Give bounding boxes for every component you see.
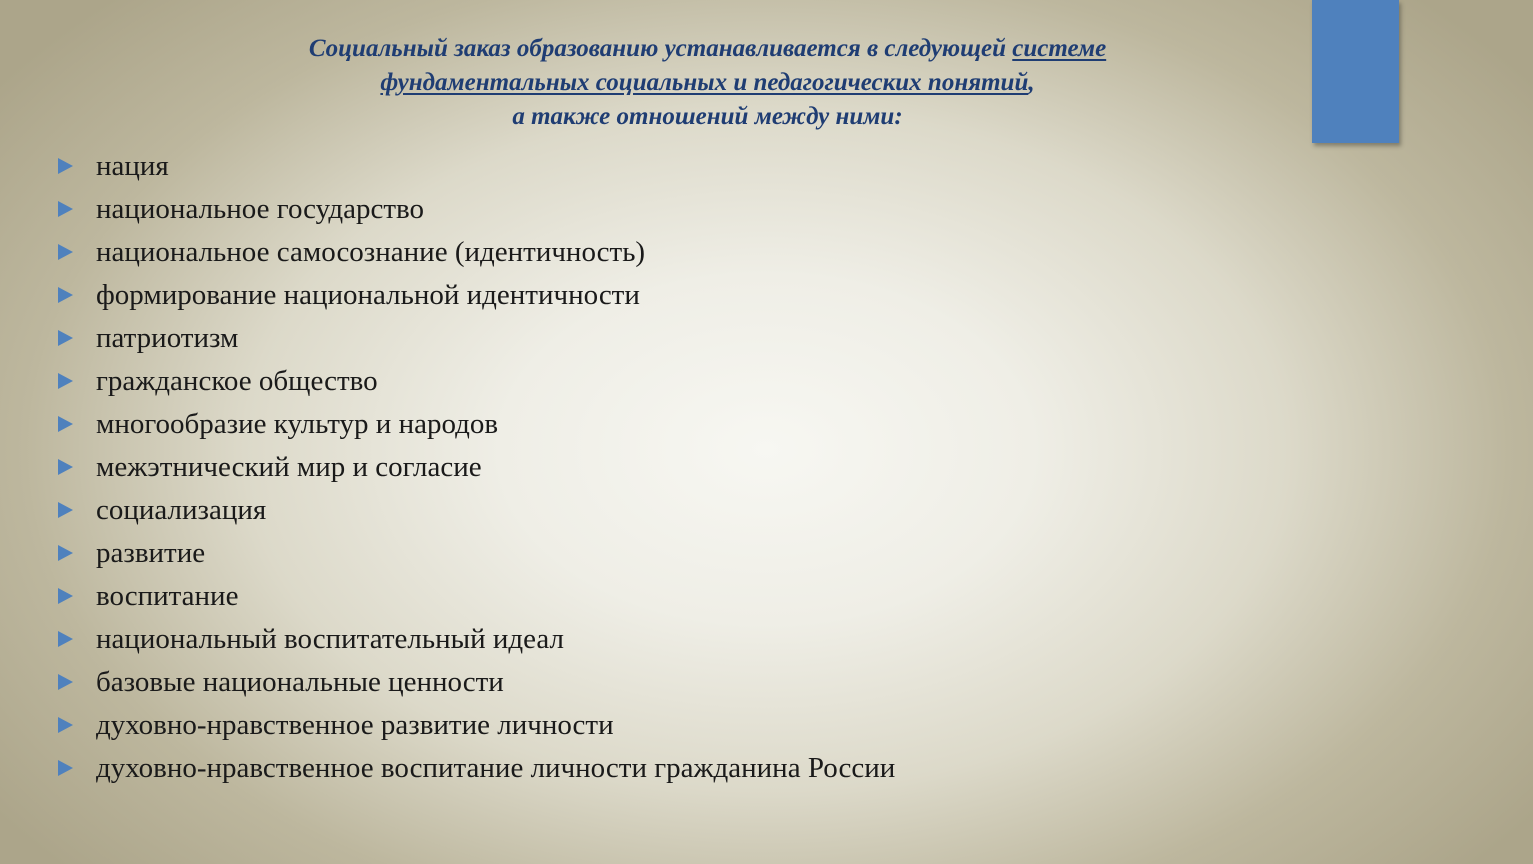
title-line-3: а также отношений между ними: <box>512 103 903 130</box>
list-item <box>55 188 895 231</box>
list-item <box>55 274 895 317</box>
triangle-bullet-icon <box>58 717 73 733</box>
concept-list <box>55 145 895 790</box>
list-item <box>55 489 895 532</box>
triangle-bullet-icon <box>58 201 73 217</box>
triangle-bullet-icon <box>58 330 73 346</box>
triangle-bullet-icon <box>58 588 73 604</box>
triangle-bullet-icon <box>58 287 73 303</box>
triangle-bullet-icon <box>58 545 73 561</box>
list-item <box>55 704 895 747</box>
list-item-text: духовно-нравственное воспитание личности гражданина России <box>96 752 896 784</box>
list-item-text: национальный воспитательный идеал <box>96 623 564 655</box>
title-line-2 <box>200 66 1215 100</box>
list-item-text: социализация <box>96 494 267 526</box>
triangle-bullet-icon <box>58 244 73 260</box>
list-item <box>55 532 895 575</box>
triangle-bullet-icon <box>58 760 73 776</box>
triangle-bullet-icon <box>58 416 73 432</box>
slide-title <box>200 32 1215 134</box>
triangle-bullet-icon <box>58 158 73 174</box>
list-item-text: нация <box>96 150 169 182</box>
list-item-text: гражданское общество <box>96 365 378 397</box>
list-item-text: формирование национальной идентичности <box>96 279 640 311</box>
list-item-text: духовно-нравственное развитие личности <box>96 709 614 741</box>
list-item <box>55 317 895 360</box>
triangle-bullet-icon <box>58 631 73 647</box>
title-line-1 <box>200 32 1215 66</box>
triangle-bullet-icon <box>58 674 73 690</box>
list-item <box>55 747 895 790</box>
title-line-1-text: Социальный заказ образованию устанавливается в следующей <box>308 35 1013 62</box>
list-item-text: воспитание <box>96 580 239 612</box>
triangle-bullet-icon <box>58 502 73 518</box>
list-item <box>55 618 895 661</box>
title-link-concepts[interactable]: фундаментальных социальных и педагогических понятий <box>380 69 1029 96</box>
triangle-bullet-icon <box>58 373 73 389</box>
list-item-text: межэтнический мир и согласие <box>96 451 482 483</box>
list-item <box>55 446 895 489</box>
list-item <box>55 661 895 704</box>
list-item <box>55 231 895 274</box>
list-item <box>55 145 895 188</box>
list-item <box>55 575 895 618</box>
triangle-bullet-icon <box>58 459 73 475</box>
title-link-system[interactable]: системе <box>1012 35 1107 62</box>
list-item-text: национальное самосознание (идентичность) <box>96 236 646 268</box>
list-item-text: развитие <box>96 537 206 569</box>
list-item-text: патриотизм <box>96 322 239 354</box>
list-item-text: национальное государство <box>96 193 424 225</box>
list-item <box>55 403 895 446</box>
title-line-2-comma: , <box>1028 69 1035 96</box>
accent-rectangle <box>1312 0 1399 143</box>
list-item <box>55 360 895 403</box>
list-item-text: базовые национальные ценности <box>96 666 504 698</box>
list-item-text: многообразие культур и народов <box>96 408 499 440</box>
